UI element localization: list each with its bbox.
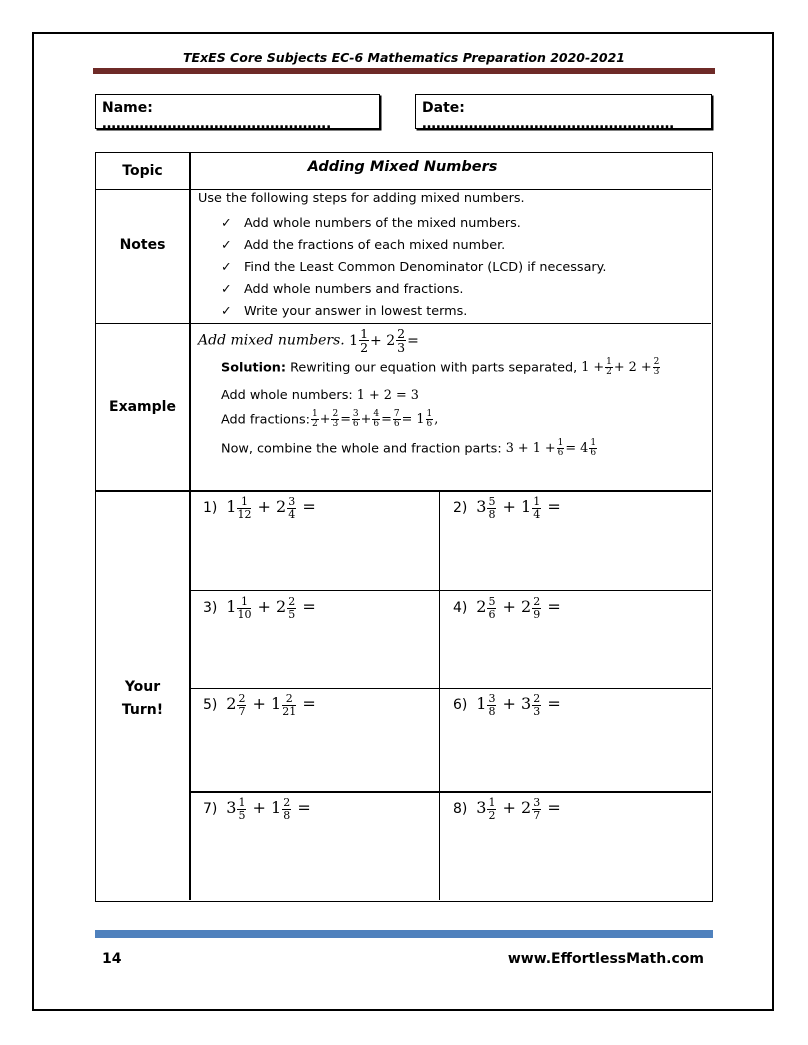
problem-5[interactable]: 5) 2 $\frac{2}{7}$ + 1 $\frac{2}{21}$ =	[203, 692, 316, 718]
list-item	[221, 257, 607, 279]
your-turn-label	[96, 676, 189, 722]
fractions-label: Add fractions:	[221, 412, 310, 428]
your-turn-line-2: Turn!	[121, 702, 164, 718]
problem-column-divider	[439, 491, 440, 900]
example-expression: 1 $\frac{1}{2}$ + 2 $\frac{2}{3}$ =	[349, 326, 419, 356]
problem-6[interactable]: 6) 1 $\frac{3}{8}$ + 3 $\frac{2}{3}$ =	[453, 692, 561, 718]
topic-label: Topic	[122, 163, 163, 179]
list-item	[221, 235, 607, 257]
notes-label: Notes	[119, 237, 166, 253]
problem-row-divider	[190, 688, 711, 689]
problem-7[interactable]: 7) 3 $\frac{1}{5}$ + 1 $\frac{2}{8}$ =	[203, 796, 311, 822]
problem-2[interactable]: 2) 3 $\frac{5}{8}$ + 1 $\frac{1}{4}$ =	[453, 495, 561, 521]
row-divider	[96, 323, 711, 324]
example-prompt-text: Add mixed numbers.	[198, 332, 345, 349]
note-step: Add whole numbers and fractions.	[244, 282, 464, 297]
name-label: Name: ………………………………………….	[102, 100, 332, 132]
website-link[interactable]: www.EffortlessMath.com	[507, 951, 704, 967]
problem-row-divider	[190, 791, 711, 793]
footer-rule	[95, 930, 713, 938]
page-number: 14	[102, 951, 122, 967]
notes-list	[221, 213, 607, 323]
check-icon: ✓	[221, 304, 232, 319]
whole-expression: 1 + 2 = 3	[356, 388, 419, 403]
fractions-expression: $\frac{1}{2}$ + $\frac{2}{3}$ = $\frac{3}{6}$ + $\frac{4}{6}$ = $\frac{7}{6}$ = 1 $\frac{1}{6}$ ,	[311, 409, 439, 430]
worksheet-table	[95, 152, 713, 902]
solution-label: Solution:	[221, 360, 287, 376]
header-rule	[93, 68, 715, 74]
row-divider	[96, 490, 711, 492]
check-icon: ✓	[221, 282, 232, 297]
example-label: Example	[109, 399, 176, 415]
combine-expression: 3 + 1 + $\frac{1}{6}$ = 4 $\frac{1}{6}$	[505, 438, 597, 459]
problem-4[interactable]: 4) 2 $\frac{5}{6}$ + 2 $\frac{2}{9}$ =	[453, 595, 561, 621]
note-step: Add whole numbers of the mixed numbers.	[244, 216, 521, 231]
note-step: Find the Least Common Denominator (LCD) if necessary.	[244, 260, 607, 275]
check-icon: ✓	[221, 238, 232, 253]
your-turn-line-1: Your	[124, 679, 161, 695]
list-item	[221, 213, 607, 235]
whole-label: Add whole numbers:	[221, 388, 353, 403]
solution-expression: 1 + $\frac{1}{2}$ + 2 + $\frac{2}{3}$	[581, 357, 660, 378]
combine-line	[221, 439, 598, 459]
note-step: Add the fractions of each mixed number.	[244, 238, 506, 253]
check-icon: ✓	[221, 216, 232, 231]
solution-text: Rewriting our equation with parts separated,	[290, 360, 578, 376]
fractions-line	[221, 410, 438, 430]
note-step: Write your answer in lowest terms.	[244, 304, 468, 319]
combine-label: Now, combine the whole and fraction parts:	[221, 441, 502, 457]
row-divider	[96, 189, 711, 190]
problem-3[interactable]: 3) 1 $\frac{1}{10}$ + 2 $\frac{2}{5}$ =	[203, 595, 316, 621]
date-label: Date: ………………………………………………	[422, 100, 674, 132]
problem-8[interactable]: 8) 3 $\frac{1}{2}$ + 2 $\frac{3}{7}$ =	[453, 796, 561, 822]
name-field[interactable]	[95, 94, 380, 132]
topic-title: Adding Mixed Numbers	[307, 159, 498, 175]
list-item	[221, 301, 607, 323]
list-item	[221, 279, 607, 301]
date-field[interactable]	[415, 94, 712, 132]
problem-1[interactable]: 1) 1 $\frac{1}{12}$ + 2 $\frac{3}{4}$ =	[203, 495, 316, 521]
whole-numbers-line	[221, 388, 419, 403]
header-title: TExES Core Subjects EC-6 Mathematics Preparation 2020-2021	[183, 50, 625, 65]
example-prompt	[198, 327, 419, 354]
check-icon: ✓	[221, 260, 232, 275]
problem-row-divider	[190, 590, 711, 591]
notes-intro: Use the following steps for adding mixed numbers.	[198, 191, 525, 206]
solution-line	[221, 358, 661, 378]
column-divider	[189, 153, 191, 900]
